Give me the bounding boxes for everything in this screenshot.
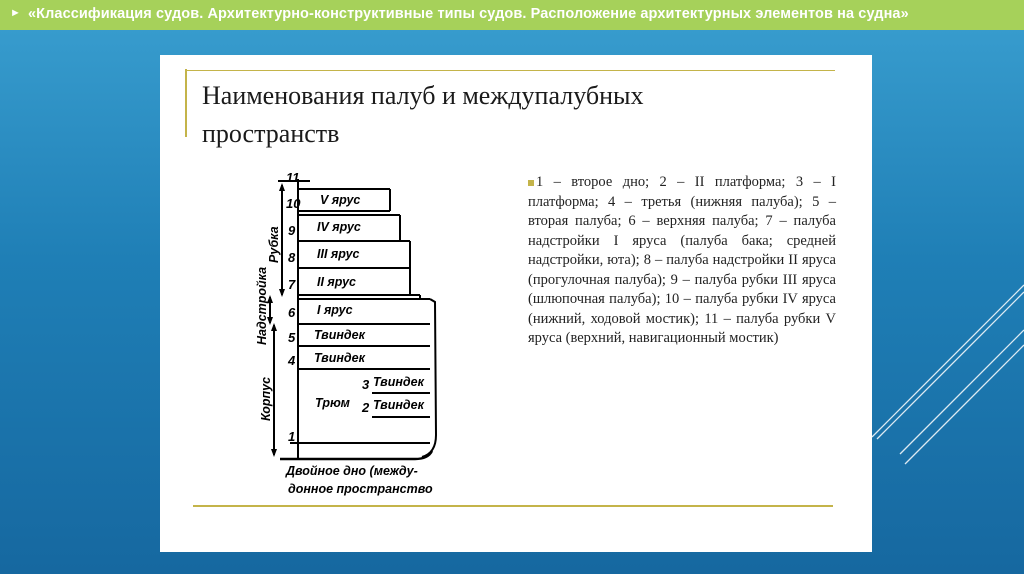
deck-number-6: 6 bbox=[288, 305, 296, 320]
tweendeck-lower-label: Твиндек bbox=[314, 351, 365, 365]
hull-label: Корпус bbox=[259, 376, 273, 421]
deck-number-1: 1 bbox=[288, 429, 296, 444]
deck-description-text: 1 – второе дно; 2 – II платформа; 3 – I платформа; 4 – третья (нижняя палуба); 5 – вторая палуба; 6 – верхняя палуба; 7 – палуба надстройки I яруса (палуба бака; средней надстройки, юта); 8 – палуба надстройки II яруса (прогулочная палуба); 9 – палуба рубки III яруса (шлюпочная палуба); 10 – палуба рубки IV яруса (нижний, ходовой мостик); 11 – палуба рубки V яруса (верхний, навигационный мостик) bbox=[528, 174, 836, 346]
tweendeck-upper-label: Твиндек bbox=[314, 328, 365, 342]
deckhouse-label: Рубка bbox=[267, 226, 281, 263]
tweendeck-hold-upper-label: Твиндек bbox=[373, 375, 424, 389]
deck-number-2: 2 bbox=[362, 400, 370, 415]
deck-number-8: 8 bbox=[288, 250, 296, 265]
tier3-label: III ярус bbox=[317, 247, 360, 261]
tweendeck-hold-lower-label: Твиндек bbox=[373, 398, 424, 412]
tier2-label: II ярус bbox=[317, 275, 356, 289]
deck-number-4: 4 bbox=[288, 353, 296, 368]
deck-number-10: 10 bbox=[286, 196, 301, 211]
bottom-divider bbox=[193, 505, 833, 507]
deck-number-9: 9 bbox=[288, 223, 296, 238]
slide-heading: Наименования палуб и междупалубных пространств bbox=[202, 81, 644, 148]
superstructure-label: Надстройка bbox=[255, 266, 269, 345]
deck-diagram bbox=[160, 55, 872, 552]
double-bottom-caption-line2: донное пространство bbox=[288, 482, 433, 496]
slide-main-title: «Классификация судов. Архитектурно-конструктивные типы судов. Расположение архитектурных элементов на судна» bbox=[28, 6, 909, 22]
hold-label: Трюм bbox=[315, 396, 350, 410]
slide-content bbox=[160, 55, 872, 552]
bullet-icon: ► bbox=[10, 7, 21, 19]
tier5-label: V ярус bbox=[320, 193, 361, 207]
deck-number-3: 3 bbox=[362, 377, 370, 392]
deck-number-7: 7 bbox=[288, 277, 296, 292]
deck-number-5: 5 bbox=[288, 330, 296, 345]
deck-number-11: 11 bbox=[286, 170, 300, 185]
tier1-label: I ярус bbox=[317, 303, 353, 317]
tier4-label: IV ярус bbox=[317, 220, 361, 234]
double-bottom-caption-line1: Двойное дно (между- bbox=[286, 464, 418, 478]
